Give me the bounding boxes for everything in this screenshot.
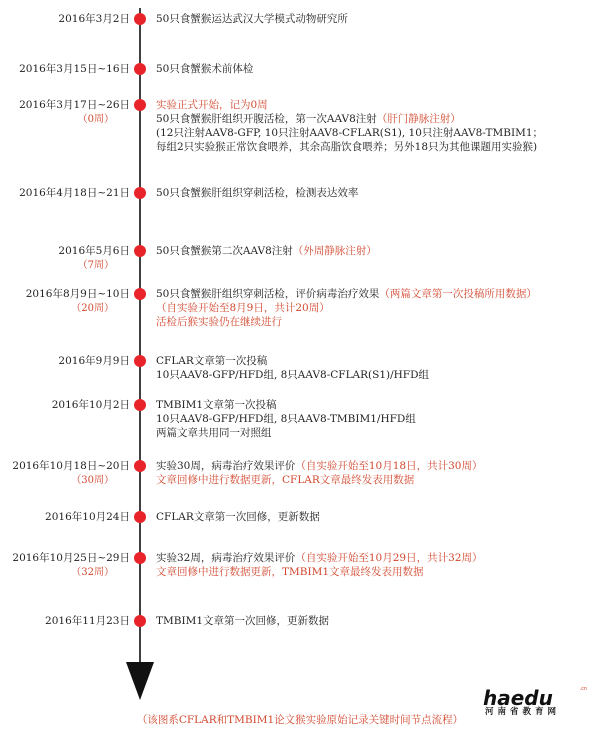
description-line [156, 140, 596, 154]
description-line [156, 398, 596, 412]
body-text: 实验32周，病毒治疗效果评价 [156, 552, 296, 564]
body-text: 50只食蟹猴肝组织穿刺活检，检测表达效率 [156, 187, 359, 199]
logo-subtitle: 河南省教育网 [485, 707, 561, 717]
figure-caption: （该图系CFLAR和TMBIM1论文猴实验原始记录关键时间节点流程） [136, 714, 464, 726]
entry-date: 2016年10月24日 [45, 511, 130, 523]
entry-description [156, 186, 596, 200]
entry-date: 2016年9月9日 [58, 355, 130, 367]
description-line [156, 244, 596, 258]
description-line [156, 551, 596, 565]
entry-date: 2016年10月25日~29日 [12, 552, 130, 564]
entry-date: 2016年5月6日 [58, 245, 130, 257]
description-line [156, 301, 596, 315]
body-text: 10只AAV8-GFP/HFD组, 8只AAV8-TMBIM1/HFD组 [156, 413, 416, 425]
body-text: (12只注射AAV8-GFP, 10只注射AAV8-CFLAR(S1), 10只注射AAV8-TMBIM1； [156, 127, 544, 139]
body-text: 50只食蟹猴肝组织开腹活检，第一次AAV8注射 [156, 113, 377, 125]
highlight-text: 文章回修中进行数据更新，CFLAR文章最终发表用数据 [156, 474, 415, 486]
entry-description [156, 98, 596, 154]
body-text: 10只AAV8-GFP/HFD组, 8只AAV8-CFLAR(S1)/HFD组 [156, 369, 430, 381]
entry-description [156, 398, 596, 440]
timeline-node [134, 245, 146, 257]
description-line [156, 112, 596, 126]
description-line [156, 354, 596, 368]
description-line [156, 12, 596, 26]
entry-date: 2016年8月9日~10日 [25, 288, 130, 300]
description-line [156, 412, 596, 426]
entry-description [156, 614, 596, 628]
timeline-node [134, 13, 146, 25]
entry-description [156, 459, 596, 487]
timeline-node [134, 187, 146, 199]
description-line [156, 510, 596, 524]
entry-date: 2016年3月2日 [58, 13, 130, 25]
entry-date: 2016年4月18日~21日 [19, 187, 130, 199]
entry-week: （20周） [71, 303, 114, 314]
body-text: 50只食蟹猴运达武汉大学模式动物研究所 [156, 13, 348, 25]
timeline-node [134, 460, 146, 472]
description-line [156, 98, 596, 112]
description-line [156, 287, 596, 301]
highlight-text: 活检后猴实验仍在继续进行 [156, 316, 282, 328]
entry-date: 2016年3月17日~26日 [19, 99, 130, 111]
body-text: TMBIM1文章第一次投稿 [156, 399, 277, 411]
description-line [156, 565, 596, 579]
body-text: 实验30周，病毒治疗效果评价 [156, 460, 296, 472]
entry-date: 2016年3月15日~16日 [19, 63, 130, 75]
body-text: 50只食蟹猴术前体检 [156, 63, 254, 75]
body-text: 两篇文章共用同一对照组 [156, 427, 272, 439]
entry-description [156, 354, 596, 382]
body-text: 50只食蟹猴第二次AAV8注射 [156, 245, 293, 257]
entry-description [156, 551, 596, 579]
timeline-node [134, 63, 146, 75]
highlight-text: 文章回修中进行数据更新，TMBIM1文章最终发表用数据 [156, 566, 424, 578]
entry-date: 2016年10月2日 [51, 399, 130, 411]
timeline-node [134, 552, 146, 564]
highlight-text: （肝门静脉注射） [376, 113, 461, 125]
entry-week: （0周） [77, 114, 114, 125]
highlight-text: 实验正式开始，记为0周 [156, 99, 268, 111]
highlight-text: （自实验开始至10月29日，共计32周） [295, 552, 483, 564]
highlight-text: （外周静脉注射） [292, 245, 377, 257]
entry-description [156, 287, 596, 329]
timeline-node [134, 399, 146, 411]
entry-date: 2016年11月23日 [45, 615, 130, 627]
highlight-text: （自实验开始至10月18日，共计30周） [295, 460, 483, 472]
entry-date: 2016年10月18日~20日 [12, 460, 130, 472]
description-line [156, 62, 596, 76]
entry-description [156, 12, 596, 26]
description-line [156, 126, 596, 140]
description-line [156, 315, 596, 329]
entry-description [156, 244, 596, 258]
timeline-node [134, 615, 146, 627]
entry-description [156, 510, 596, 524]
timeline-node [134, 355, 146, 367]
body-text: 每组2只实验猴正常饮食喂养，其余高脂饮食喂养；另外18只为其他课题用实验猴) [156, 141, 538, 153]
entry-description [156, 62, 596, 76]
entry-week: （30周） [71, 475, 114, 486]
body-text: CFLAR文章第一次投稿 [156, 355, 268, 367]
entry-week: （7周） [77, 260, 114, 271]
body-text: CFLAR文章第一次回修，更新数据 [156, 511, 320, 523]
timeline-node [134, 99, 146, 111]
timeline-arrow-down [126, 662, 154, 700]
timeline-node [134, 288, 146, 300]
body-text: 50只食蟹猴肝组织穿刺活检，评价病毒治疗效果 [156, 288, 380, 300]
body-text: TMBIM1文章第一次回修，更新数据 [156, 615, 330, 627]
highlight-text: （两篇文章第一次投稿所用数据） [379, 288, 537, 300]
logo-wordmark: haedu [483, 686, 553, 710]
highlight-text: （自实验开始至8月9日，共计20周） [156, 302, 330, 314]
description-line [156, 368, 596, 382]
timeline-node [134, 511, 146, 523]
description-line [156, 426, 596, 440]
description-line [156, 473, 596, 487]
description-line [156, 459, 596, 473]
logo-domain-suffix: .cn [579, 686, 587, 692]
entry-week: （32周） [71, 567, 114, 578]
description-line [156, 186, 596, 200]
description-line [156, 614, 596, 628]
